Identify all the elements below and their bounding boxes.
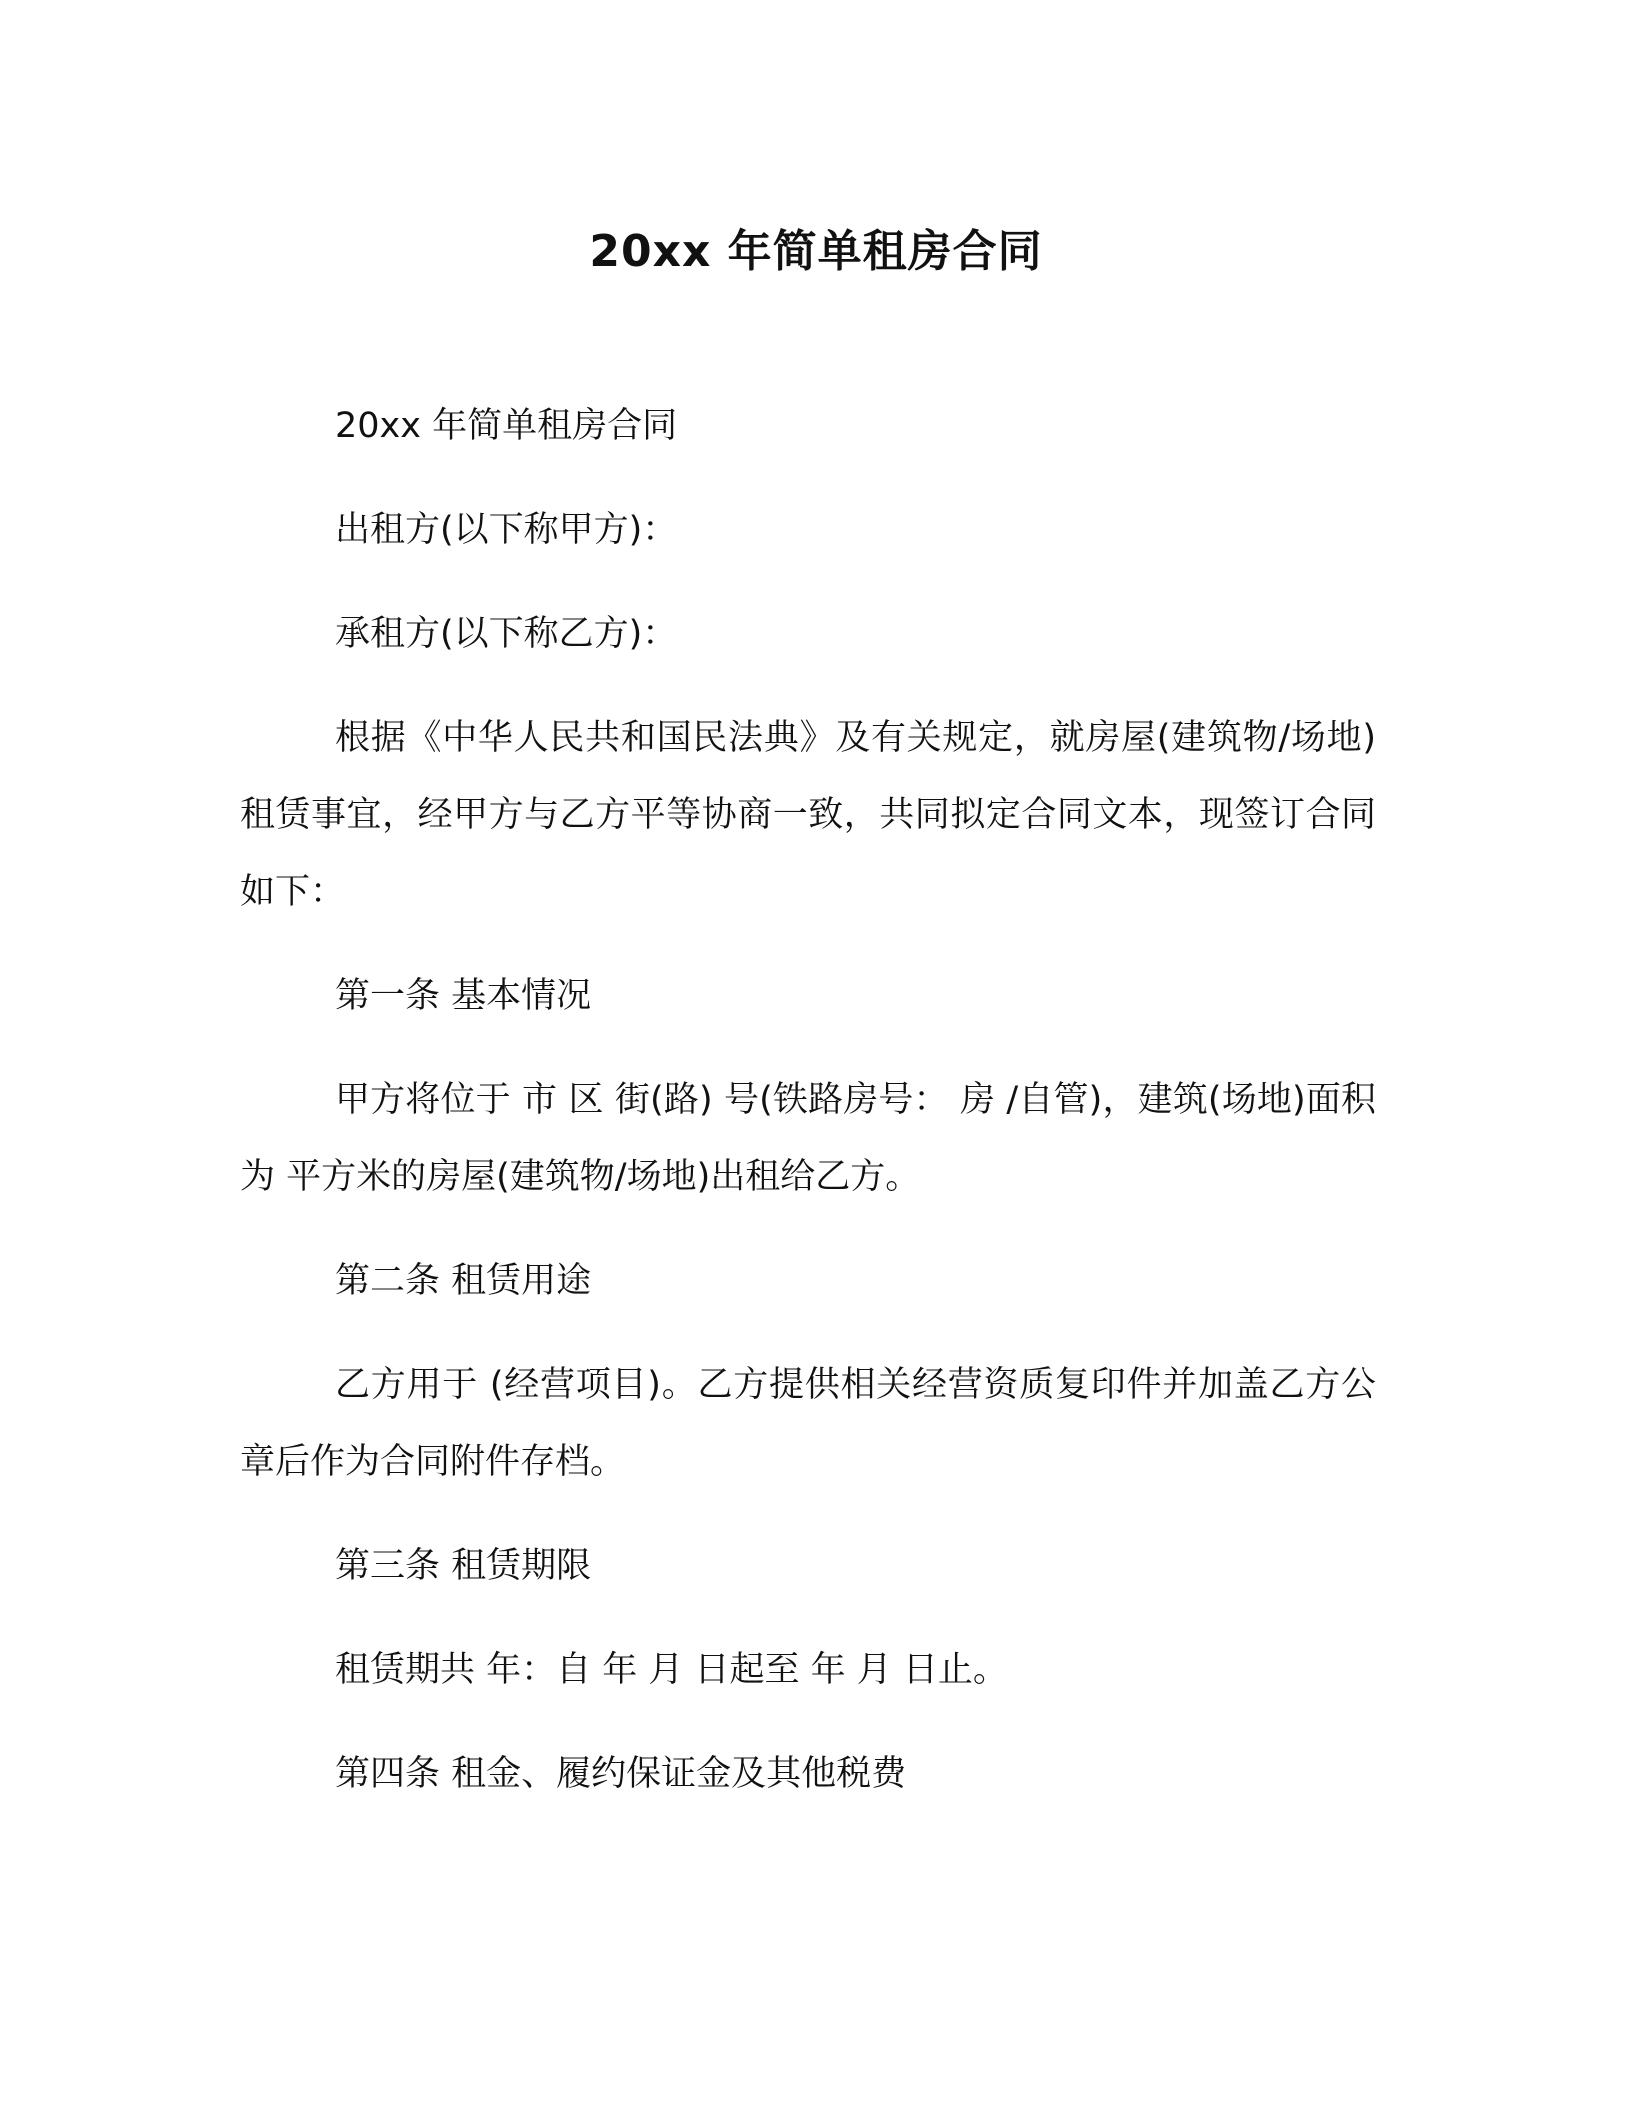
paragraph-preamble: 根据《中华人民共和国民法典》及有关规定，就房屋(建筑物/场地)租赁事宜，经甲方与乙方平等协商一致，共同拟定合同文本，现签订合同如下： xyxy=(240,718,1376,912)
article-3-text: 租赁期共 年：自 年 月 日起至 年 月 日止。 xyxy=(335,1650,1008,1690)
article-2-text: 乙方用于 (经营项目)。乙方提供相关经营资质复印件并加盖乙方公章后作为合同附件存档。 xyxy=(240,1365,1376,1482)
article-2-heading: 第二条 租赁用途 xyxy=(335,1261,592,1301)
article-3-heading: 第三条 租赁期限 xyxy=(335,1546,592,1586)
article-1-text: 甲方将位于 市 区 街(路) 号(铁路房号： 房 /自管)，建筑(场地)面积为 平方米的房屋(建筑物/场地)出租给乙方。 xyxy=(240,1080,1376,1197)
article-4-heading: 第四条 租金、履约保证金及其他税费 xyxy=(335,1754,907,1794)
document-title: 20xx 年简单租房合同 xyxy=(589,226,1043,277)
paragraph-heading-repeat: 20xx 年简单租房合同 xyxy=(335,406,678,446)
document-body xyxy=(240,388,1376,1840)
paragraph-lessee: 承租方(以下称乙方)： xyxy=(335,614,678,654)
paragraph-lessor: 出租方(以下称甲方)： xyxy=(335,510,678,550)
article-1-heading: 第一条 基本情况 xyxy=(335,976,592,1016)
